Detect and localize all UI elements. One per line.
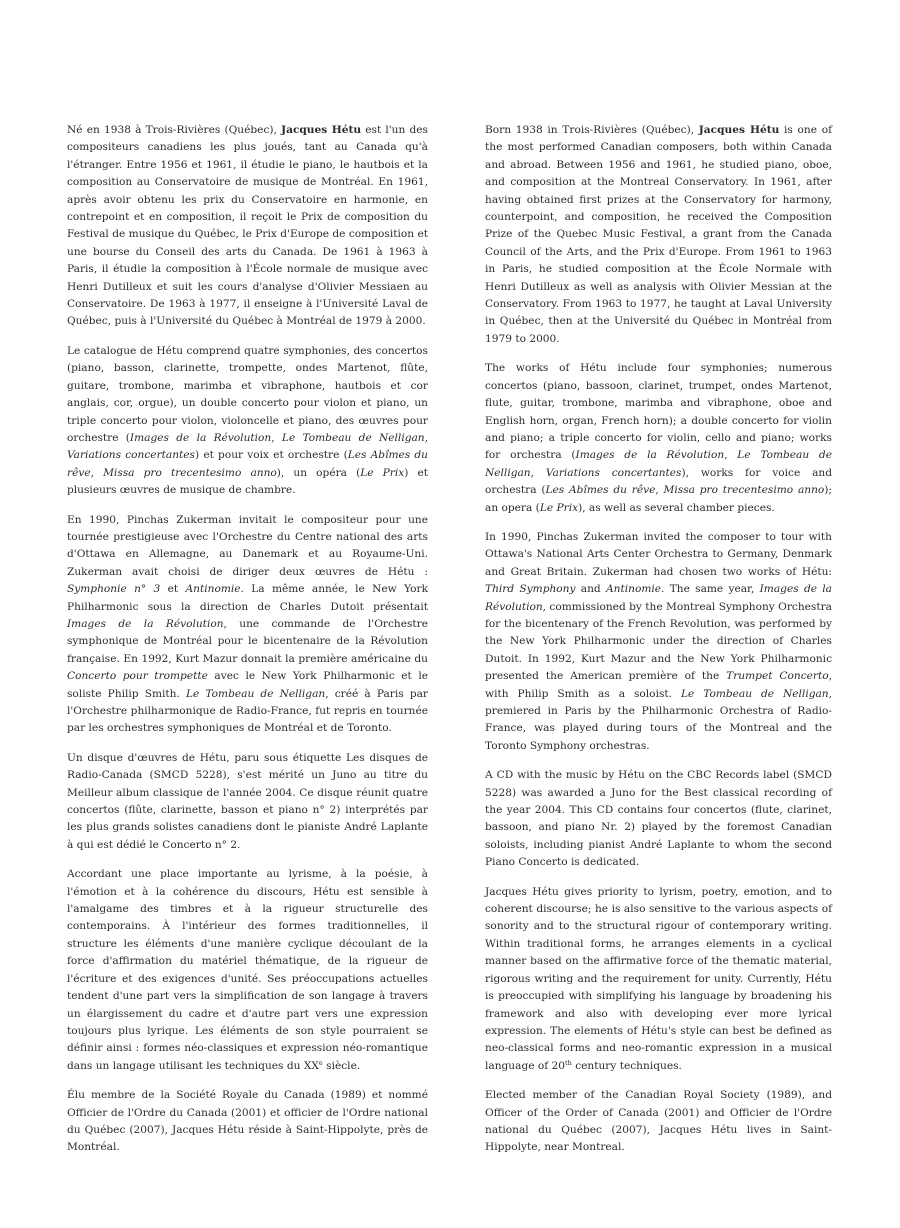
en-paragraph-recording: A CD with the music by Hétu on the CBC Records label (SMCD 5228) was awarded a Juno for the Best classical recording of the year 2004. This CD contains four concertos (flute, clarinet, bassoon, and piano Nr. 2) played by the foremost Canadian soloists, including pianist André Laplante to whom the second Piano Concerto is dedicated. bbox=[485, 769, 832, 869]
en-paragraph-honours: Elected member of the Canadian Royal Society (1989), and Officer of the Order of Canada (2001) and Officier de l'Ordre national du Québec (2007), Jacques Hétu lives in Saint-Hippolyte, near Montreal. bbox=[485, 1089, 832, 1154]
french-column bbox=[67, 122, 428, 1169]
en-paragraph-tours: In 1990, Pinchas Zukerman invited the composer to tour with Ottawa's National Arts Center Orchestra to Germany, Denmark and Great Britain. Zukerman had chosen two works of Hétu: Third Symphony and Antinomie. The same year, Images de la Révolution, commissioned by the Montreal Symphony Orchestra for the bicentenary of the French Revolution, was performed by the New York Philharmonic under the direction of Charles Dutoit. In 1992, Kurt Mazur and the New York Philharmonic presented the American première of the Trumpet Concerto, with Philip Smith as a soloist. Le Tombeau de Nelligan, premiered in Paris by the Philharmonic Orchestra of Radio-France, was played during tours of the Montreal and the Toronto Symphony orchestras. bbox=[485, 530, 833, 752]
composer-name: Jacques Hétu bbox=[698, 124, 780, 136]
fr-paragraph-style: Accordant une place importante au lyrisme, à la poésie, à l'émotion et à la cohérence du discours, Hétu est sensible à l'amalgame des timbres et à la rigueur structurelle des contemporains. À l'intérieur des formes traditionnelles, il structure les éléments d'une manière cyclique découlant de la force d'affirmation du matériel thématique, de la rigueur de l'écriture et des exigences d'unité. Ses préoccupations actuelles tendent d'une part vers la simplification de son langage à travers un élargissement du cadre et d'autre part vers une expression toujours plus lyrique. Les éléments de son style pourraient se définir ainsi : formes néo-classiques et expression néo-romantique dans un langage utilisant les techniques du XXe siècle. bbox=[67, 868, 428, 1072]
fr-paragraph-recording: Un disque d'œuvres de Hétu, paru sous étiquette Les disques de Radio-Canada (SMCD 5228), s'est mérité un Juno au titre du Meilleur album classique de l'année 2004. Ce disque réunit quatre concertos (flûte, clarinette, basson et piano n° 2) interprétés par les plus grands solistes canadiens dont le pianiste André Laplante à qui est dédié le Concerto n° 2. bbox=[67, 751, 428, 851]
en-paragraph-catalogue: The works of Hétu include four symphonies; numerous concertos (piano, bassoon, clarinet, trumpet, ondes Martenot, flute, guitar, trombone, marimba and vibraphone, oboe and English horn, organ, French horn); a double concerto for violin and piano; a triple concerto for violin, cello and piano; works for orchestra (Images de la Révolution, Le Tombeau de Nelligan, Variations concertantes), works for voice and orchestra (Les Abîmes du rêve, Missa pro trecentesimo anno); an opera (Le Prix), as well as several chamber pieces. bbox=[485, 362, 832, 514]
fr-paragraph-honours: Élu membre de la Société Royale du Canada (1989) et nommé Officier de l'Ordre du Canada (2001) et officier de l'Ordre national du Québec (2007), Jacques Hétu réside à Saint-Hippolyte, près de Montréal. bbox=[67, 1089, 428, 1154]
composer-name: Jacques Hétu bbox=[281, 124, 362, 136]
fr-paragraph-tours: En 1990, Pinchas Zukerman invitait le compositeur pour une tournée prestigieuse avec l'Orchestre du Centre national des arts d'Ottawa en Allemagne, au Danemark et au Royaume-Uni. Zukerman avait choisi de diriger deux œuvres de Hétu : Symphonie n° 3 et Antinomie. La même année, le New York Philharmonic sous la direction de Charles Dutoit présentait Images de la Révolution, une commande de l'Orchestre symphonique de Montréal pour le bicentenaire de la Révolution française. En 1992, Kurt Mazur donnait la première américaine du Concerto pour trompette avec le New York Philharmonic et le soliste Philip Smith. Le Tombeau de Nelligan, créé à Paris par l'Orchestre philharmonique de Radio-France, fut repris en tournée par les orchestres symphoniques de Montréal et de Toronto. bbox=[67, 513, 428, 735]
fr-paragraph-catalogue: Le catalogue de Hétu comprend quatre symphonies, des concertos (piano, basson, clarinette, trompette, ondes Martenot, flûte, guitare, trombone, marimba et vibraphone, hautbois et cor anglais, cor, orgue), un double concerto pour violon et piano, un triple concerto pour violon, violoncelle et piano, des œuvres pour orchestre (Images de la Révolution, Le Tombeau de Nelligan, Variations concertantes) et pour voix et orchestre (Les Abîmes du rêve, Missa pro trecentesimo anno), un opéra (Le Prix) et plusieurs œuvres de musique de chambre. bbox=[67, 344, 429, 497]
english-column bbox=[485, 122, 832, 1169]
en-paragraph-style: Jacques Hétu gives priority to lyrism, poetry, emotion, and to coherent discourse; he is also sensitive to the various aspects of sonority and to the structural rigour of contemporary writing. Within traditional forms, he arranges elements in a cyclical manner based on the affirmative force of the thematic material, rigorous writing and the requirement for unity. Currently, Hétu is preoccupied with simplifying his language by broadening his framework and also with developing ever more lyrical expression. The elements of Hétu's style can best be defined as neo-classical forms and neo-romantic expression in a musical language of 20th century techniques. bbox=[485, 885, 832, 1072]
en-paragraph-biography: Born 1938 in Trois-Rivières (Québec), Jacques Hétu is one of the most performed Canadian composers, both within Canada and abroad. Between 1956 and 1961, he studied piano, oboe, and composition at the Montreal Conservatory. In 1961, after having obtained first prizes at the Conservatory for harmony, counterpoint, and composition, he received the Composition Prize of the Quebec Music Festival, a grant from the Canada Council of the Arts, and the Prix d'Europe. From 1961 to 1963 in Paris, he studied composition at the École Normale with Henri Dutilleux as well as analysis with Olivier Messian at the Conservatory. From 1963 to 1977, he taught at Laval University in Québec, then at the Université du Québec in Montréal from 1979 to 2000. bbox=[485, 124, 832, 345]
fr-paragraph-biography: Né en 1938 à Trois-Rivières (Québec), Jacques Hétu est l'un des compositeurs canadiens les plus joués, tant au Canada qu'à l'étranger. Entre 1956 et 1961, il étudie le piano, le hautbois et la composition au Conservatoire de musique de Montréal. En 1961, après avoir obtenu les prix du Conservatoire en harmonie, en contrepoint et en composition, il reçoit le Prix de composition du Festival de musique du Québec, le Prix d'Europe de composition et une bourse du Conseil des arts du Canada. De 1961 à 1963 à Paris, il étudie la composition à l'École normale de musique avec Henri Dutilleux et suit les cours d'analyse d'Olivier Messiaen au Conservatoire. De 1963 à 1977, il enseigne à l'Université Laval de Québec, puis à l'Université du Québec à Montréal de 1979 à 2000. bbox=[67, 124, 428, 328]
